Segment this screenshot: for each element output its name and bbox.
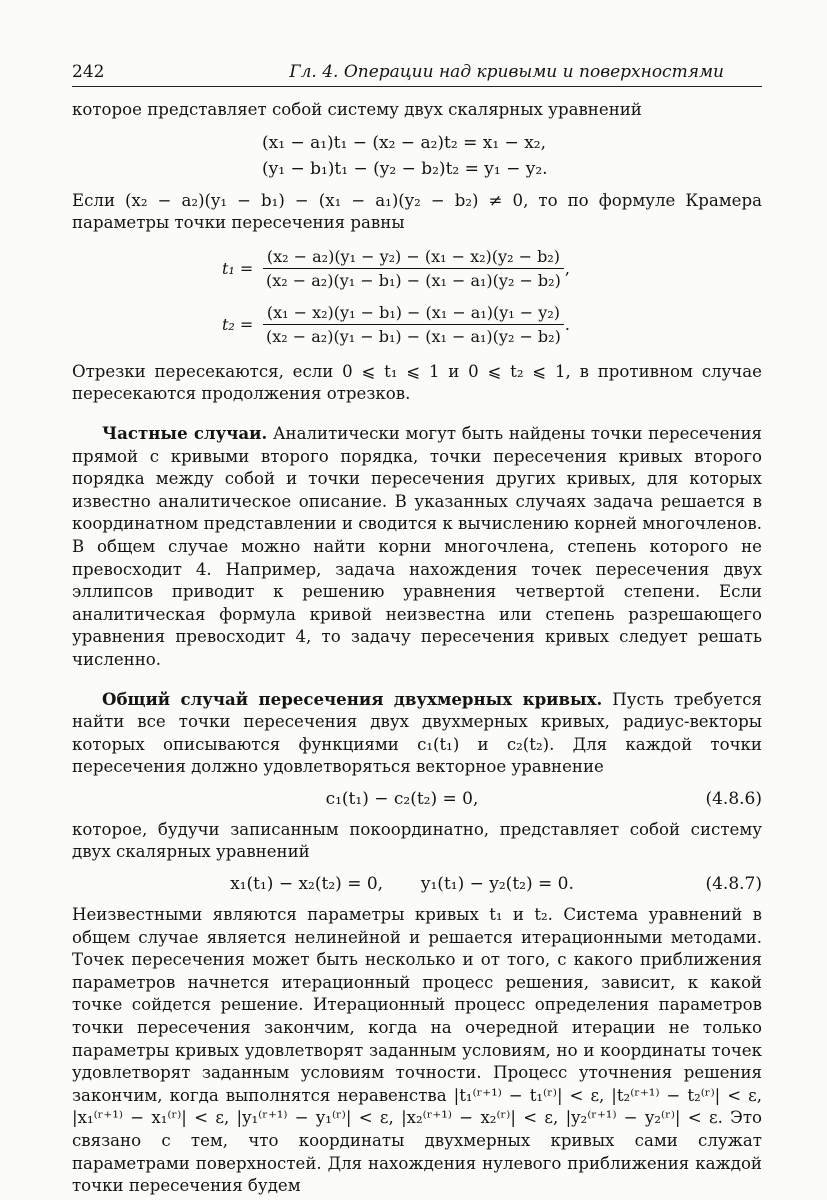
equation-4-8-7-expr: x₁(t₁) − x₂(t₂) = 0, y₁(t₁) − y₂(t₂) = 0. [230,874,574,895]
t1-end: , [564,259,570,279]
paragraph-coordinate-form: которое, будучи записанным покоординатно, представляет собой систему двух скалярных уравнений [72,819,762,862]
formula-t1 [222,241,762,297]
special-cases-heading: Частные случаи. [102,422,268,443]
t1-numerator: (x₂ − a₂)(y₁ − y₂) − (x₁ − x₂)(y₂ − b₂) [263,247,564,269]
general-case-body: Пусть требуется найти все точки пересечения двух двухмерных кривых, радиус-векторы которых описываются функциями c₁(t₁) и c₂(t₂). Для каждой точки пересечения должно удовлетворяться векторное уравнение [72,689,762,777]
formula-t2 [222,297,762,353]
t1-fraction [262,247,565,290]
t2-fraction [262,303,565,346]
paragraph-general-case [72,688,762,779]
equation-line-2: (y₁ − b₁)t₁ − (y₂ − b₂)t₂ = y₁ − y₂. [262,158,548,179]
equation-4-8-6-expr: c₁(t₁) − c₂(t₂) = 0, [325,788,479,809]
paragraph-iteration: Неизвестными являются параметры кривых t₁ и t₂. Система уравнений в общем случае является нелинейной и решается итерационными методами. Точек пересечения может быть несколько и от того, с какого приближения параметров начнется итерационный процесс решения, зависит, к какой точке сойдется решение. Итерационный процесс определения параметров точки пересечения закончим, когда на очередной итерации не только параметры кривых удовлетворят заданным условиям, но и координаты точек удовлетворят заданным условиям точности. Процесс уточнения решения закончим, когда выполнятся неравенства |t₁⁽ʳ⁺¹⁾ − t₁⁽ʳ⁾| < ε, |t₂⁽ʳ⁺¹⁾ − t₂⁽ʳ⁾| < ε, |x₁⁽ʳ⁺¹⁾ − x₁⁽ʳ⁾| < ε, |y₁⁽ʳ⁺¹⁾ − y₁⁽ʳ⁾| < ε, |x₂⁽ʳ⁺¹⁾ − x₂⁽ʳ⁾| < ε, |y₂⁽ʳ⁺¹⁾ − y₂⁽ʳ⁾| < ε. Это связано с тем, что координаты двухмерных кривых сами служат параметрами поверхностей. Для нахождения нулевого приближения каждой точки пересечения будем [72,905,762,1196]
running-title: Гл. 4. Операции над кривыми и поверхностями [289,62,724,82]
paragraph-cramer-condition: Если (x₂ − a₂)(y₁ − b₁) − (x₁ − a₁)(y₂ − b₂) ≠ 0, то по формуле Крамера параметры точки пересечения равны [72,190,762,233]
equation-4-8-6-number: (4.8.6) [705,788,762,809]
equation-4-8-7-number: (4.8.7) [705,874,762,895]
general-case-heading: Общий случай пересечения двухмерных кривых. [102,688,603,709]
cramer-formulas [72,241,762,353]
t1-denominator: (x₂ − a₂)(y₁ − b₁) − (x₁ − a₁)(y₂ − b₂) [266,271,561,291]
t2-numerator: (x₁ − x₂)(y₁ − b₁) − (x₁ − a₁)(y₁ − y₂) [263,303,564,325]
special-cases-body: Аналитически могут быть найдены точки пересечения прямой с кривыми второго порядка, точки пересечения кривых второго порядка между собой и точки пересечения других кривых, для которых известно аналитическое описание. В указанных случаях задача решается в координатном представлении и сводится к вычислению корней многочленов. В общем случае можно найти корни многочлена, степень которого не превосходит 4. Например, задача нахождения точек пересечения двух эллипсов приводит к решению уравнения четвертой степени. Если аналитическая формула кривой неизвестна или степень разрешающего уравнения превосходит 4, то задачу пересечения кривых следует решать численно. [72,423,762,669]
equation-line-1: (x₁ − a₁)t₁ − (x₂ − a₂)t₂ = x₁ − x₂, [262,132,546,153]
t1-lhs: t₁ = [222,259,254,279]
t2-denominator: (x₂ − a₂)(y₁ − b₁) − (x₁ − a₁)(y₂ − b₂) [266,327,561,347]
paragraph-special-cases [72,422,762,672]
page-number: 242 [72,62,105,82]
t2-end: . [564,315,570,335]
equation-4-8-6 [72,789,762,809]
t2-lhs: t₂ = [222,315,254,335]
paragraph-segments: Отрезки пересекаются, если 0 ⩽ t₁ ⩽ 1 и 0 ⩽ t₂ ⩽ 1, в противном случае пересекаются продолжения отрезков. [72,361,762,404]
equation-system [262,130,762,182]
book-page [72,62,762,1198]
paragraph-intro: которое представляет собой систему двух скалярных уравнений [72,100,642,119]
equation-4-8-7 [72,874,762,894]
page-header [72,62,762,87]
